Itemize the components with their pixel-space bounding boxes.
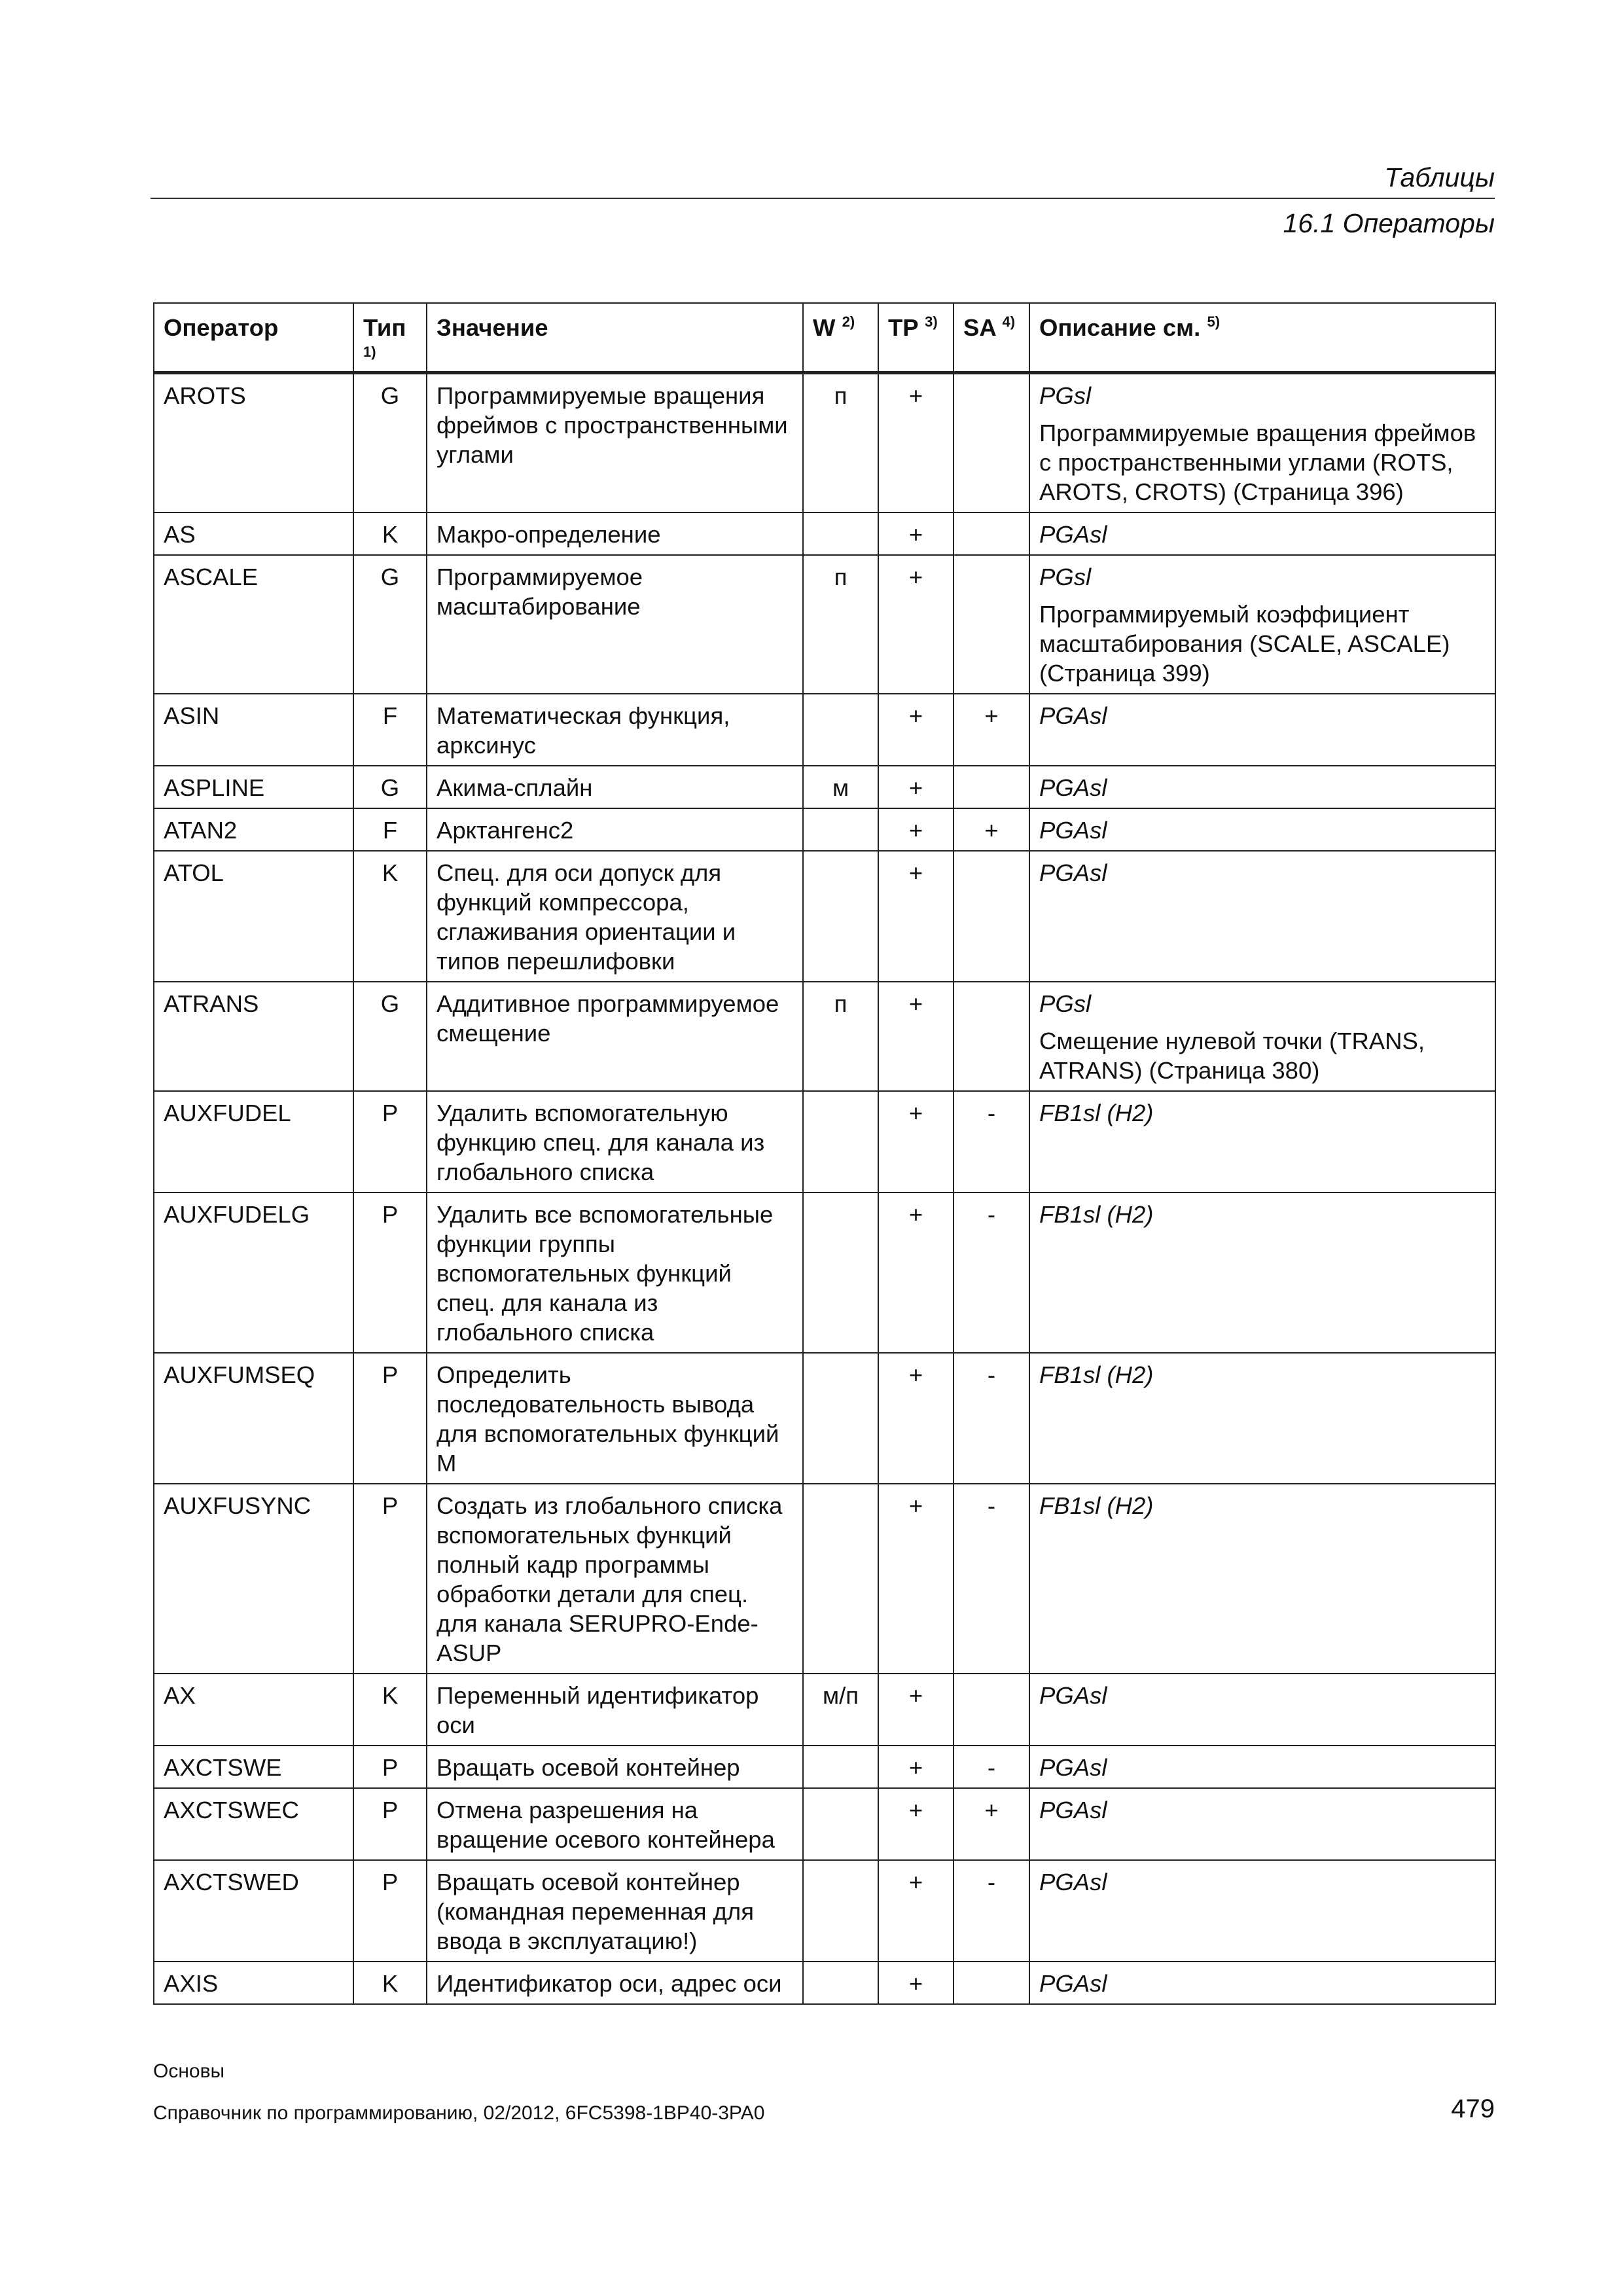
column-header-w: W $^{2)}$ (803, 303, 878, 373)
cell-sa (954, 555, 1029, 694)
cell-type: P (353, 1860, 427, 1962)
cell-description (1029, 982, 1495, 1091)
cell-tp: + (878, 1353, 954, 1484)
cell-w (803, 808, 878, 851)
table-row (154, 694, 1495, 766)
cell-operator: AXCTSWED (154, 1860, 353, 1962)
description-reference: PGAsl (1039, 702, 1107, 729)
description-reference: PGAsl (1039, 1970, 1107, 1997)
cell-meaning: Акима-сплайн (427, 766, 803, 808)
table-row (154, 1193, 1495, 1353)
description-reference: PGsl (1039, 564, 1092, 590)
cell-description (1029, 808, 1495, 851)
cell-meaning: Определить последовательность вывода для вспомогательных функций M (427, 1353, 803, 1484)
table-header-row (154, 303, 1495, 373)
cell-meaning: Удалить все вспомогательные функции группы вспомогательных функций спец. для канала из глобального списка (427, 1193, 803, 1353)
table-row (154, 373, 1495, 513)
cell-meaning: Создать из глобального списка вспомогательных функций полный кадр программы обработки детали для спец. для канала SERUPRO-Ende-ASUP (427, 1484, 803, 1674)
cell-w: м/п (803, 1674, 878, 1746)
cell-sa: - (954, 1484, 1029, 1674)
cell-sa: - (954, 1091, 1029, 1193)
cell-sa: - (954, 1353, 1029, 1484)
column-header-sa: SA $^{4)}$ (954, 303, 1029, 373)
cell-tp: + (878, 694, 954, 766)
running-header-title: Таблицы (1384, 162, 1495, 192)
cell-description (1029, 1674, 1495, 1746)
description-reference: PGAsl (1039, 774, 1107, 801)
table-row (154, 1788, 1495, 1860)
operators-table (153, 302, 1496, 2005)
table-row (154, 1484, 1495, 1674)
cell-tp: + (878, 512, 954, 555)
cell-type: G (353, 555, 427, 694)
cell-meaning: Спец. для оси допуск для функций компрессора, сглаживания ориентации и типов перешлифовки (427, 851, 803, 982)
table-row (154, 808, 1495, 851)
cell-sa: - (954, 1746, 1029, 1788)
cell-operator: ASIN (154, 694, 353, 766)
cell-operator: AX (154, 1674, 353, 1746)
description-reference: FB1sl (H2) (1039, 1492, 1154, 1519)
table-row (154, 1860, 1495, 1962)
cell-type: P (353, 1484, 427, 1674)
cell-operator: AXIS (154, 1962, 353, 2004)
cell-meaning: Макро-определение (427, 512, 803, 555)
cell-operator: AXCTSWEC (154, 1788, 353, 1860)
cell-tp: + (878, 1674, 954, 1746)
cell-type: P (353, 1353, 427, 1484)
table-row (154, 1353, 1495, 1484)
cell-sa (954, 1674, 1029, 1746)
footer-document-title: Основы (153, 2060, 225, 2082)
column-header-operator: Оператор (154, 303, 353, 373)
description-reference: PGAsl (1039, 1797, 1107, 1823)
cell-w: м (803, 766, 878, 808)
description-reference: FB1sl (H2) (1039, 1201, 1154, 1228)
page-number: 479 (1451, 2094, 1495, 2123)
description-link[interactable]: Программируемый коэффициент масштабирования (SCALE, ASCALE) (Страница 399) (1039, 601, 1450, 687)
cell-operator: AROTS (154, 373, 353, 513)
column-header-meaning: Значение (427, 303, 803, 373)
table-row (154, 766, 1495, 808)
cell-w (803, 694, 878, 766)
cell-meaning: Программируемое масштабирование (427, 555, 803, 694)
cell-operator: AS (154, 512, 353, 555)
cell-tp: + (878, 1860, 954, 1962)
cell-sa (954, 1962, 1029, 2004)
description-link[interactable]: Смещение нулевой точки (TRANS, ATRANS) (Страница 380) (1039, 1028, 1425, 1084)
cell-operator: AUXFUSYNC (154, 1484, 353, 1674)
cell-description (1029, 1788, 1495, 1860)
table-row (154, 1091, 1495, 1193)
cell-w (803, 1746, 878, 1788)
cell-w (803, 1091, 878, 1193)
cell-description (1029, 1091, 1495, 1193)
cell-meaning: Идентификатор оси, адрес оси (427, 1962, 803, 2004)
cell-sa: - (954, 1860, 1029, 1962)
cell-tp: + (878, 555, 954, 694)
description-reference: PGAsl (1039, 1869, 1107, 1895)
description-reference: PGAsl (1039, 1682, 1107, 1709)
cell-w: п (803, 982, 878, 1091)
cell-sa: + (954, 808, 1029, 851)
cell-sa (954, 373, 1029, 513)
cell-type: P (353, 1788, 427, 1860)
description-reference: PGAsl (1039, 521, 1107, 548)
cell-description (1029, 1860, 1495, 1962)
cell-operator: ASCALE (154, 555, 353, 694)
cell-meaning: Программируемые вращения фреймов с пространственными углами (427, 373, 803, 513)
cell-sa (954, 766, 1029, 808)
cell-description (1029, 1484, 1495, 1674)
cell-type: P (353, 1193, 427, 1353)
cell-description (1029, 851, 1495, 982)
cell-description (1029, 1746, 1495, 1788)
cell-w (803, 1353, 878, 1484)
cell-operator: AUXFUMSEQ (154, 1353, 353, 1484)
description-reference: PGsl (1039, 382, 1092, 409)
cell-description (1029, 512, 1495, 555)
description-reference: FB1sl (H2) (1039, 1361, 1154, 1388)
cell-sa: + (954, 1788, 1029, 1860)
cell-operator: ATOL (154, 851, 353, 982)
cell-type: K (353, 512, 427, 555)
cell-meaning: Переменный идентификатор оси (427, 1674, 803, 1746)
cell-type: G (353, 766, 427, 808)
cell-description (1029, 1353, 1495, 1484)
cell-tp: + (878, 1091, 954, 1193)
cell-meaning: Аддитивное программируемое смещение (427, 982, 803, 1091)
description-reference: PGsl (1039, 990, 1092, 1017)
cell-w (803, 1860, 878, 1962)
cell-w (803, 851, 878, 982)
description-reference: FB1sl (H2) (1039, 1100, 1154, 1126)
cell-tp: + (878, 1962, 954, 2004)
cell-operator: AUXFUDELG (154, 1193, 353, 1353)
column-header-tp: TP $^{3)}$ (878, 303, 954, 373)
column-header-description: Описание см. $^{5)}$ (1029, 303, 1495, 373)
cell-w: п (803, 555, 878, 694)
cell-type: P (353, 1746, 427, 1788)
column-header-type: Тип 1) (353, 303, 427, 373)
cell-description (1029, 694, 1495, 766)
cell-meaning: Арктангенс2 (427, 808, 803, 851)
cell-tp: + (878, 808, 954, 851)
cell-meaning: Удалить вспомогательную функцию спец. для канала из глобального списка (427, 1091, 803, 1193)
cell-description (1029, 766, 1495, 808)
cell-tp: + (878, 373, 954, 513)
cell-sa (954, 851, 1029, 982)
cell-type: F (353, 694, 427, 766)
table-row (154, 1962, 1495, 2004)
cell-tp: + (878, 851, 954, 982)
cell-tp: + (878, 982, 954, 1091)
table-row (154, 1674, 1495, 1746)
cell-description (1029, 1962, 1495, 2004)
description-reference: PGAsl (1039, 859, 1107, 886)
cell-tp: + (878, 1484, 954, 1674)
cell-w (803, 1962, 878, 2004)
cell-operator: ATRANS (154, 982, 353, 1091)
table-row (154, 512, 1495, 555)
cell-sa: + (954, 694, 1029, 766)
cell-sa (954, 982, 1029, 1091)
cell-description (1029, 1193, 1495, 1353)
cell-type: F (353, 808, 427, 851)
cell-description (1029, 555, 1495, 694)
footer-document-reference: Справочник по программированию, 02/2012, 6FC5398-1BP40-3PA0 (153, 2102, 765, 2124)
cell-w: п (803, 373, 878, 513)
cell-type: G (353, 982, 427, 1091)
cell-w (803, 1193, 878, 1353)
cell-meaning: Математическая функция, арксинус (427, 694, 803, 766)
cell-w (803, 512, 878, 555)
cell-description (1029, 373, 1495, 513)
cell-operator: ASPLINE (154, 766, 353, 808)
cell-type: P (353, 1091, 427, 1193)
table-row (154, 1746, 1495, 1788)
cell-meaning: Отмена разрешения на вращение осевого контейнера (427, 1788, 803, 1860)
running-header-subtitle: 16.1 Операторы (1283, 208, 1495, 238)
cell-meaning: Вращать осевой контейнер (командная переменная для ввода в эксплуатацию!) (427, 1860, 803, 1962)
cell-tp: + (878, 766, 954, 808)
cell-type: K (353, 1962, 427, 2004)
description-reference: PGAsl (1039, 817, 1107, 844)
cell-sa (954, 512, 1029, 555)
cell-tp: + (878, 1193, 954, 1353)
cell-meaning: Вращать осевой контейнер (427, 1746, 803, 1788)
cell-type: K (353, 1674, 427, 1746)
cell-operator: ATAN2 (154, 808, 353, 851)
description-link[interactable]: Программируемые вращения фреймов с пространственными углами (ROTS, AROTS, CROTS) (Страница 396) (1039, 420, 1476, 505)
cell-w (803, 1484, 878, 1674)
cell-operator: AUXFUDEL (154, 1091, 353, 1193)
table-row (154, 982, 1495, 1091)
header-rule (151, 198, 1495, 199)
cell-sa: - (954, 1193, 1029, 1353)
description-reference: PGAsl (1039, 1754, 1107, 1781)
table-row (154, 555, 1495, 694)
cell-tp: + (878, 1788, 954, 1860)
table-row (154, 851, 1495, 982)
cell-type: K (353, 851, 427, 982)
cell-w (803, 1788, 878, 1860)
cell-type: G (353, 373, 427, 513)
cell-operator: AXCTSWE (154, 1746, 353, 1788)
cell-tp: + (878, 1746, 954, 1788)
